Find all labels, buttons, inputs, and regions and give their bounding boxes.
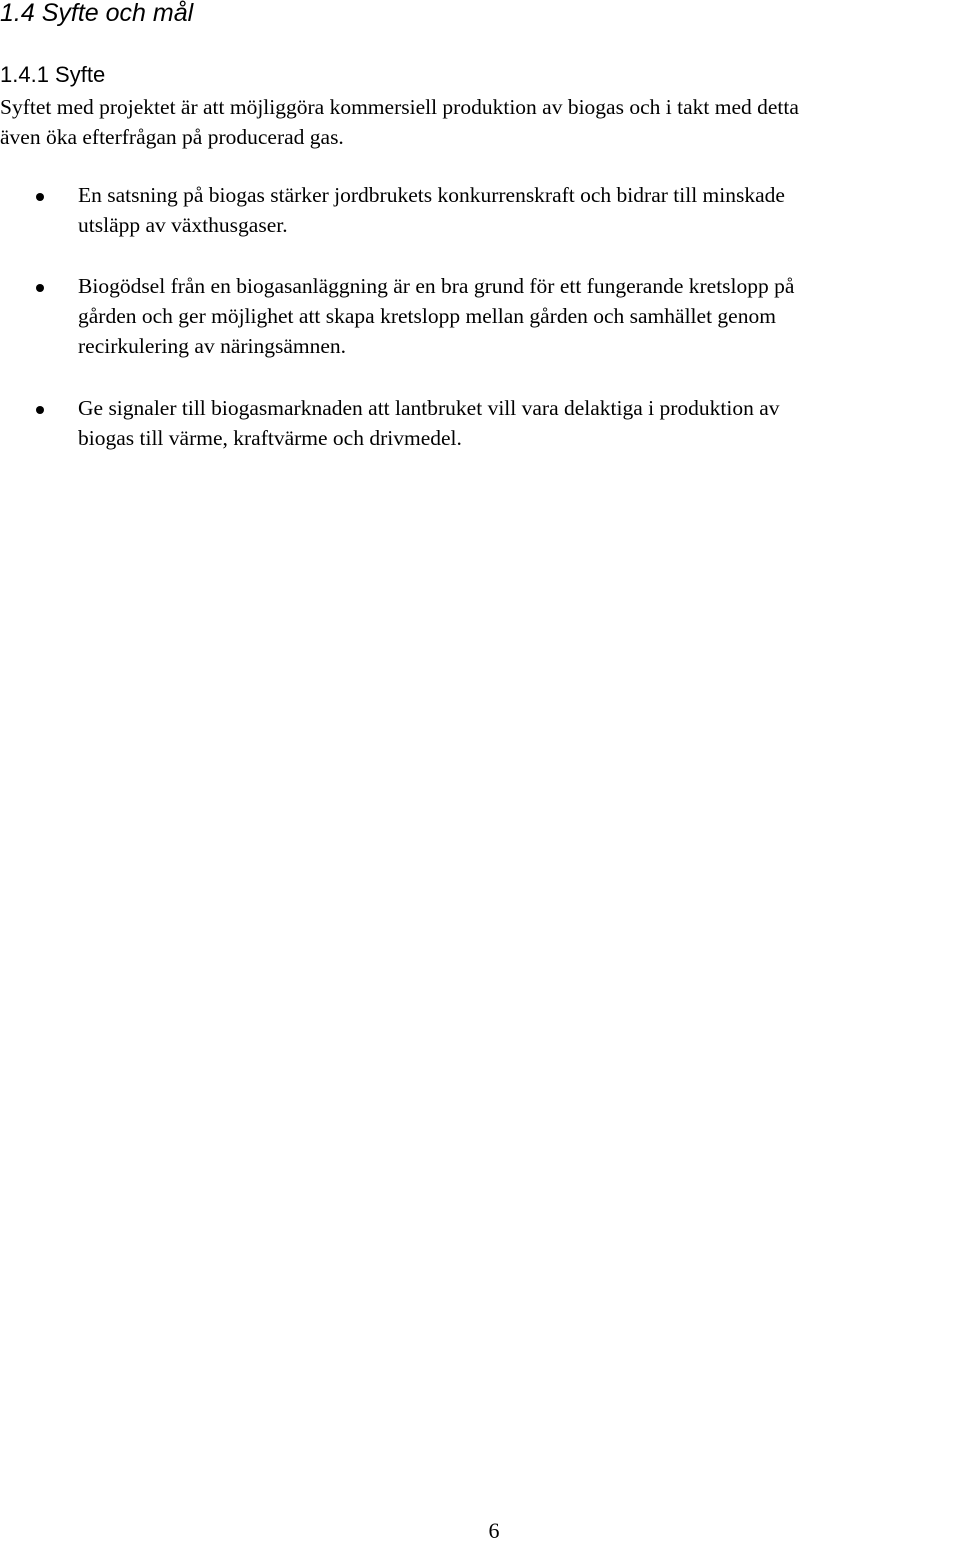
bullet-line: Ge signaler till biogasmarknaden att lantbruket vill vara delaktiga i produktion av xyxy=(78,396,780,420)
bullet-line: utsläpp av växthusgaser. xyxy=(78,213,288,237)
section-heading: 1.4 Syfte och mål xyxy=(0,0,194,27)
page-number: 6 xyxy=(488,1518,500,1543)
subsection-heading: 1.4.1 Syfte xyxy=(0,62,106,87)
intro-line: även öka efterfrågan på producerad gas. xyxy=(0,125,344,149)
intro-line: Syftet med projektet är att möjliggöra kommersiell produktion av biogas och i takt med detta xyxy=(0,95,799,119)
bullet-text xyxy=(78,393,958,453)
bullet-line: En satsning på biogas stärker jordbrukets konkurrenskraft och bidrar till minskade xyxy=(78,183,785,207)
bullet-icon xyxy=(36,193,44,201)
intro-paragraph xyxy=(0,92,960,152)
bullet-line: gården och ger möjlighet att skapa kretslopp mellan gården och samhället genom xyxy=(78,304,776,328)
bullet-line: Biogödsel från en biogasanläggning är en bra grund för ett fungerande kretslopp på xyxy=(78,274,795,298)
bullet-line: biogas till värme, kraftvärme och drivmedel. xyxy=(78,426,462,450)
bullet-icon xyxy=(36,406,44,414)
bullet-icon xyxy=(36,284,44,292)
bullet-line: recirkulering av näringsämnen. xyxy=(78,334,347,358)
bullet-text xyxy=(78,180,958,240)
bullet-text xyxy=(78,271,958,361)
